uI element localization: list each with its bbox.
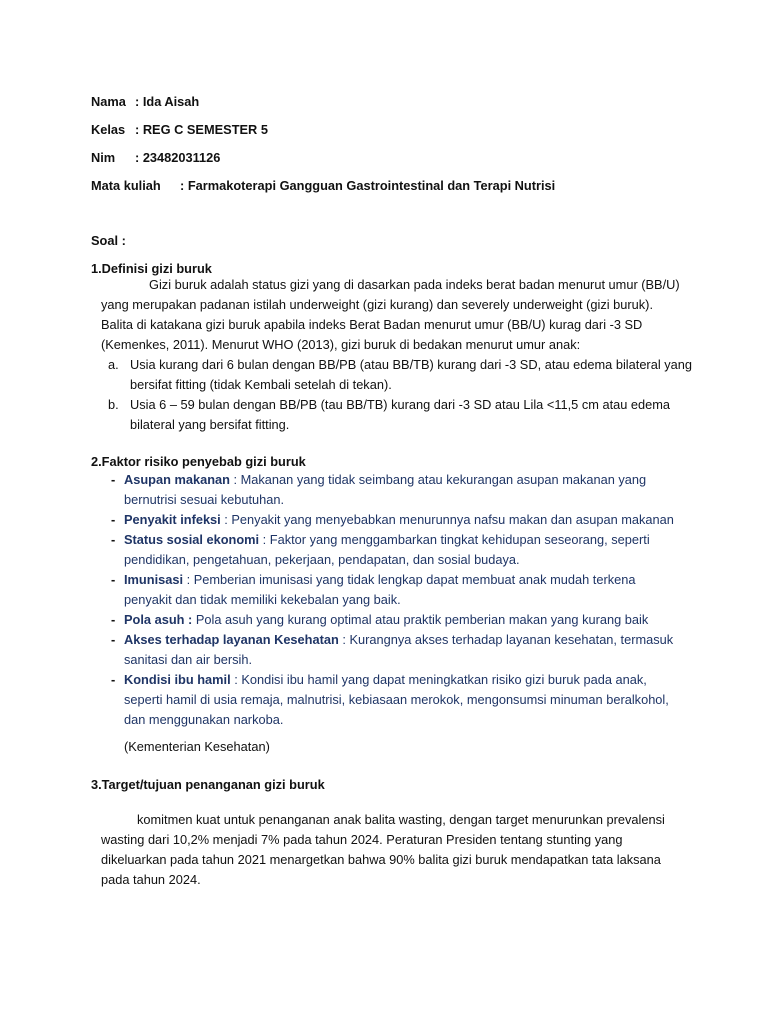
bullet-dash: - xyxy=(111,612,116,627)
section2-source: (Kementerian Kesehatan) xyxy=(124,739,270,754)
bullet-dash: - xyxy=(111,512,116,527)
section3-para-line: pada tahun 2024. xyxy=(101,872,201,887)
soal-label: Soal : xyxy=(91,233,126,248)
risk-factor-desc: : Kurangnya akses terhadap layanan kesehatan, termasuk xyxy=(338,632,674,647)
risk-factor-desc: : Faktor yang menggambarkan tingkat kehidupan seseorang, seperti xyxy=(259,532,650,547)
risk-factor-item xyxy=(124,670,647,690)
list-item-line: bersifat fitting (tidak Kembali setelah di tekan). xyxy=(130,377,392,392)
bullet-dash: - xyxy=(111,472,116,487)
risk-factor-term: Kondisi ibu hamil xyxy=(124,672,231,687)
nama-value: : Ida Aisah xyxy=(135,94,200,109)
nama-label: Nama xyxy=(91,94,126,109)
list-marker: b. xyxy=(108,397,119,412)
risk-factor-desc: : Penyakit yang menyebabkan menurunnya nafsu makan dan asupan makanan xyxy=(220,512,674,527)
risk-factor-term: Penyakit infeksi xyxy=(124,512,221,527)
risk-factor-term: Status sosial ekonomi xyxy=(124,532,260,547)
matkul-value: : Farmakoterapi Gangguan Gastrointestinal dan Terapi Nutrisi xyxy=(180,178,556,193)
section2-heading: 2.Faktor risiko penyebab gizi buruk xyxy=(91,454,306,469)
risk-factor-desc-cont: pendidikan, pengetahuan, pekerjaan, pendapatan, dan sosial budaya. xyxy=(124,552,520,567)
risk-factor-item xyxy=(124,470,646,490)
section3-para-line: komitmen kuat untuk penanganan anak balita wasting, dengan target menurunkan prevalensi xyxy=(137,812,665,827)
section3-para-line: dikeluarkan pada tahun 2021 menargetkan bahwa 90% balita gizi buruk mendapatkan tata laksana xyxy=(101,852,661,867)
risk-factor-term: Asupan makanan xyxy=(124,472,230,487)
risk-factor-desc-cont: seperti hamil di usia remaja, malnutrisi, kebiasaan merokok, mengonsumsi minuman beralkohol, xyxy=(124,692,669,707)
risk-factor-desc: : Makanan yang tidak seimbang atau kekurangan asupan makanan yang xyxy=(229,472,647,487)
list-item-line: bilateral yang bersifat fitting. xyxy=(130,417,290,432)
risk-factor-item xyxy=(124,610,648,630)
section1-para-line: Balita di katakana gizi buruk apabila indeks Berat Badan menurut umur (BB/U) kurag dari -3 SD xyxy=(101,317,643,332)
bullet-dash: - xyxy=(111,672,116,687)
list-item-line: Usia kurang dari 6 bulan dengan BB/PB (atau BB/TB) kurang dari -3 SD, atau edema bilateral yang xyxy=(130,357,692,372)
section1-heading: 1.Definisi gizi buruk xyxy=(91,261,212,276)
section3-para-line: wasting dari 10,2% menjadi 7% pada tahun 2024. Peraturan Presiden tentang stunting yang xyxy=(101,832,623,847)
risk-factor-desc-cont: sanitasi dan air bersih. xyxy=(124,652,253,667)
risk-factor-term: Akses terhadap layanan Kesehatan xyxy=(124,632,339,647)
kelas-label: Kelas xyxy=(91,122,126,137)
nim-value: : 23482031126 xyxy=(135,150,221,165)
kelas-value: : REG C SEMESTER 5 xyxy=(135,122,268,137)
risk-factor-desc-cont: dan menggunakan narkoba. xyxy=(124,712,284,727)
bullet-dash: - xyxy=(111,632,116,647)
list-item-line: Usia 6 – 59 bulan dengan BB/PB (tau BB/TB) kurang dari -3 SD atau Lila <11,5 cm atau edema xyxy=(130,397,671,412)
bullet-dash: - xyxy=(111,532,116,547)
section1-para-line: yang merupakan padanan istilah underweight (gizi kurang) dan severely underweight (gizi buruk). xyxy=(101,297,654,312)
risk-factor-item xyxy=(124,510,674,530)
bullet-dash: - xyxy=(111,572,116,587)
section1-para-line: Gizi buruk adalah status gizi yang di dasarkan pada indeks berat badan menurut umur (BB/U) xyxy=(149,277,680,292)
risk-factor-item xyxy=(124,630,673,650)
risk-factor-desc: : Kondisi ibu hamil yang dapat meningkatkan risiko gizi buruk pada anak, xyxy=(230,672,647,687)
risk-factor-desc: : Pemberian imunisasi yang tidak lengkap dapat membuat anak mudah terkena xyxy=(183,572,636,587)
risk-factor-desc: Pola asuh yang kurang optimal atau praktik pemberian makan yang kurang baik xyxy=(192,612,649,627)
list-marker: a. xyxy=(108,357,119,372)
risk-factor-item xyxy=(124,570,635,590)
risk-factor-term: Pola asuh : xyxy=(124,612,193,627)
section1-para-line: (Kemenkes, 2011). Menurut WHO (2013), gizi buruk di bedakan menurut umur anak: xyxy=(101,337,581,352)
risk-factor-desc-cont: bernutrisi sesuai kebutuhan. xyxy=(124,492,285,507)
section3-heading: 3.Target/tujuan penanganan gizi buruk xyxy=(91,777,325,792)
matkul-label: Mata kuliah xyxy=(91,178,161,193)
risk-factor-desc-cont: penyakit dan tidak memiliki kekebalan yang baik. xyxy=(124,592,401,607)
risk-factor-term: Imunisasi xyxy=(124,572,184,587)
nim-label: Nim xyxy=(91,150,116,165)
risk-factor-item xyxy=(124,530,650,550)
